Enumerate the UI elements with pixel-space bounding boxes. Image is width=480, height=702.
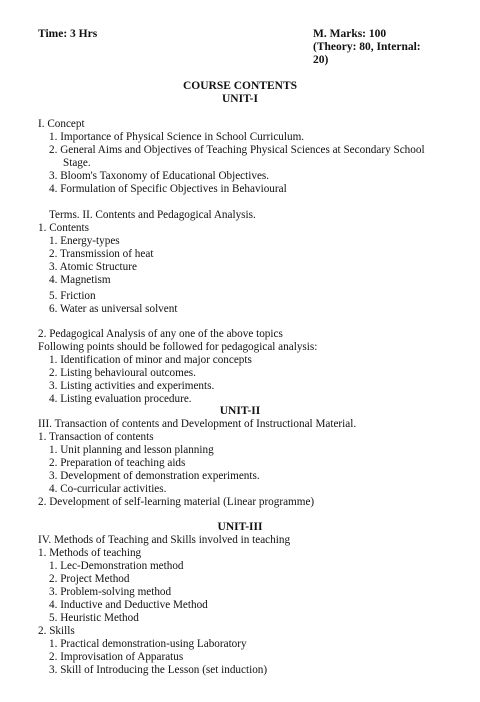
- unit2-title: UNIT-II: [219, 405, 261, 417]
- time-label: Time: 3 Hrs: [38, 28, 98, 40]
- list-item: 4. Listing evaluation procedure.: [49, 393, 192, 405]
- list-item: 6. Water as universal solvent: [49, 303, 178, 315]
- marks-breakdown-cont: 20): [313, 54, 329, 66]
- list-item: 2. Listing behavioural outcomes.: [49, 367, 196, 379]
- list-item: 1. Practical demonstration-using Laboratory: [49, 638, 247, 650]
- list-item: 2. Improvisation of Apparatus: [49, 651, 184, 663]
- list-item: 4. Co-curricular activities.: [49, 483, 167, 495]
- methods-heading: 1. Methods of teaching: [38, 547, 142, 559]
- list-item: 4. Magnetism: [49, 274, 111, 286]
- following-line: Following points should be followed for pedagogical analysis:: [38, 341, 318, 353]
- marks-block: [313, 28, 421, 67]
- course-contents-title: COURSE CONTENTS: [182, 80, 298, 92]
- concept-heading: I. Concept: [38, 118, 85, 130]
- marks-breakdown: (Theory: 80, Internal:: [313, 41, 421, 53]
- list-item: 3. Skill of Introducing the Lesson (set induction): [49, 664, 268, 676]
- list-item: 3. Development of demonstration experiments.: [49, 470, 260, 482]
- list-item: 4. Formulation of Specific Objectives in Behavioural: [49, 183, 287, 195]
- list-item: 1. Importance of Physical Science in School Curriculum.: [49, 131, 305, 143]
- contents-heading: 1. Contents: [38, 222, 89, 234]
- list-item: 2. Preparation of teaching aids: [49, 457, 186, 469]
- list-item: 5. Friction: [49, 290, 96, 302]
- terms-line: Terms. II. Contents and Pedagogical Analysis.: [49, 209, 256, 221]
- unit3-title: UNIT-III: [217, 521, 263, 533]
- list-item-cont: Stage.: [63, 157, 91, 169]
- unit3-heading: IV. Methods of Teaching and Skills involved in teaching: [38, 534, 291, 546]
- list-item: 5. Heuristic Method: [49, 612, 139, 624]
- pedagogical-heading: 2. Pedagogical Analysis of any one of the above topics: [38, 328, 283, 340]
- list-item: 1. Unit planning and lesson planning: [49, 444, 214, 456]
- list-item: 3. Problem-solving method: [49, 586, 172, 598]
- unit1-title: UNIT-I: [221, 93, 258, 105]
- list-item: 2. Project Method: [49, 573, 130, 585]
- unit2-heading: III. Transaction of contents and Development of Instructional Material.: [38, 418, 357, 430]
- list-item: 1. Lec-Demonstration method: [49, 560, 184, 572]
- list-item: 4. Inductive and Deductive Method: [49, 599, 208, 611]
- skills-heading: 2. Skills: [38, 625, 75, 637]
- transaction-heading: 1. Transaction of contents: [38, 431, 154, 443]
- list-item: 1. Energy-types: [49, 235, 120, 247]
- list-item: 3. Bloom's Taxonomy of Educational Objectives.: [49, 170, 270, 182]
- list-item: 3. Listing activities and experiments.: [49, 380, 215, 392]
- list-item: 2. Transmission of heat: [49, 248, 154, 260]
- list-item: 1. Identification of minor and major concepts: [49, 354, 252, 366]
- marks-total: M. Marks: 100: [313, 28, 387, 40]
- list-item: 3. Atomic Structure: [49, 261, 137, 273]
- self-learning-line: 2. Development of self-learning material (Linear programme): [38, 496, 315, 508]
- list-item: 2. General Aims and Objectives of Teaching Physical Sciences at Secondary School: [49, 144, 425, 156]
